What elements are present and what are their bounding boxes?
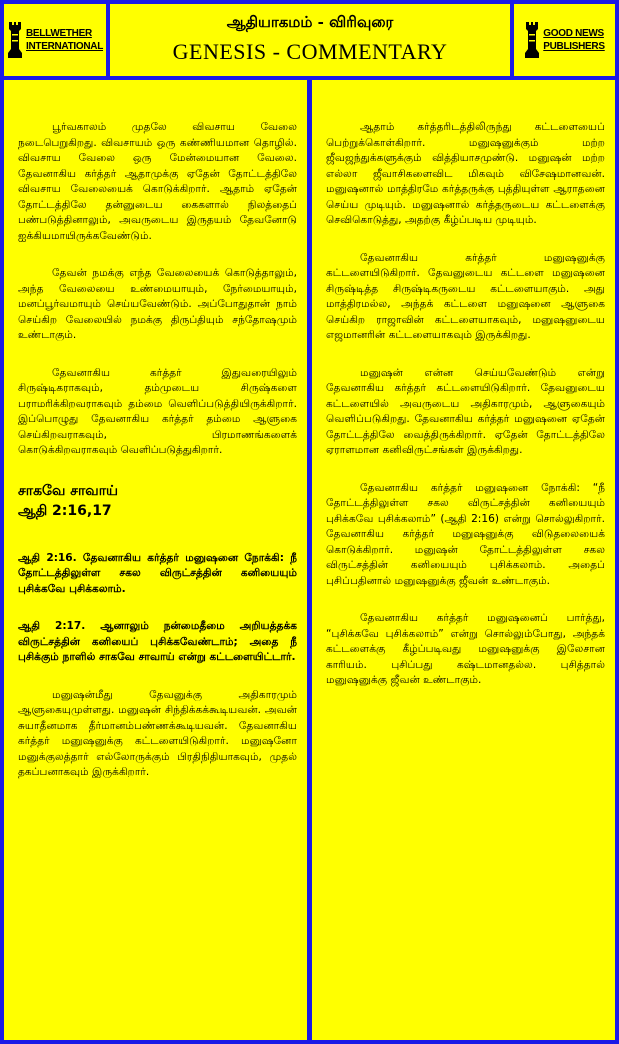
title-tamil: ஆதியாகமம் - விரிவுரை <box>226 13 394 31</box>
chess-rook-icon <box>7 20 23 60</box>
right-column <box>312 80 615 1040</box>
verse-text: ஆதி 2:16. தேவனாகிய கர்த்தர் மனுஷனை நோக்கி: நீ தோட்டத்திலுள்ள சகல விருட்சத்தின் கனியையும் புசிக்கவே புசிக்கலாம். <box>18 551 297 595</box>
paragraph: மனுஷன் என்ன செய்யவேண்டும் என்று தேவனாகிய கர்த்தர் கட்டளையிடுகிறார். தேவனுடைய கட்டளையில் அவருடைய அதிகாரமும், ஆளுகையும் வெளிப்படுகிறது. தேவனாகிய கர்த்தர் மனுஷனை ஏதேன் தோட்டத்திலே வைத்திருக்கிறார். ஏதேன் தோட்டத்திலே ஏராளமான கனிவிருட்சங்கள் இருக்கிறது. <box>326 366 605 456</box>
logo-right-line2: PUBLISHERS <box>543 41 605 52</box>
title-panel <box>110 4 510 76</box>
paragraph: தேவனாகிய கர்த்தர் மனுஷனைப் பார்த்து, “புசிக்கவே புசிக்கலாம்” என்று சொல்லும்போது, அந்தக் கட்டளைக்கு கீழ்ப்படிவது மனுஷனுக்கு இலேசான காரியம். புசிப்பது கஷ்டமானதல்ல. புசித்தால் மனுஷனுக்கு ஜீவன் உண்டாகும். <box>326 612 605 686</box>
logo-left-line2: INTERNATIONAL <box>25 41 104 52</box>
paragraph: ஆதாம் கர்த்தரிடத்திலிருந்து கட்டளையைப் பெற்றுக்கொள்கிறார். மனுஷனுக்கும் மற்ற ஜீவஜந்துக்களுக்கும் வித்தியாசமுண்டு. மனுஷன் மற்ற எல்லா ஜீவாசிகளைவிட மிகவும் விசேஷமானவன். மனுஷனால் மாத்திரமே கர்த்தருக்கு புத்தியுள்ள ஆராதனை செய்ய முடியும். மனுஷனால் கர்த்தருடைய கட்டளைக்கு செவிகொடுத்து, அதற்கு கீழ்ப்படிய முடியும். <box>326 121 605 226</box>
good-news-publishers-logo <box>514 4 615 76</box>
verse-heading-reference: ஆதி 2:16,17 <box>18 502 112 519</box>
title-english: GENESIS - COMMENTARY <box>172 39 448 64</box>
bellwether-logo <box>4 4 106 76</box>
paragraph: தேவன் நமக்கு எந்த வேலையைக் கொடுத்தாலும், அந்த வேலையை உண்மையாயும், நேர்மையாயும், மனப்பூர்வமாயும் செய்யவேண்டும். அப்போதுதான் நாம் செய்கிற வேலையில் நமக்கு திருப்தியும் சந்தோஷமும் உண்டாகும். <box>18 267 297 341</box>
paragraph: தேவனாகிய கர்த்தர் மனுஷனுக்கு கட்டளையிடுகிறார். தேவனுடைய கட்டளை மனுஷனை சிருஷ்டித்த சிருஷ்டிகருடைய கட்டளையாகும். அது மாத்திரமல்ல, அந்தக் கட்டளை மனுஷனை ஆளுகை செய்கிற ராஜாவின் கட்டளையாகவும், மனுஷனுடைய எஜமானரின் கட்டளையாகவும் இருக்கிறது. <box>326 251 605 341</box>
verse-heading <box>18 481 297 521</box>
left-column <box>4 80 307 1040</box>
paragraph: தேவனாகிய கர்த்தர் மனுஷனை நோக்கி: “நீ தோட்டத்திலுள்ள சகல விருட்சத்தின் கனியையும் புசிக்கவே புசிக்கலாம்” (ஆதி 2:16) என்று சொல்லுகிறார். தேவனாகிய கர்த்தர் மனுஷனுக்கு விடுதலையைக் கொடுக்கிறார். மனுஷன் தோட்டத்திலுள்ள சகல விருட்சத்தின் கனியையும் புசிக்கலாம். அதைப் புசிப்பதினால் மனுஷனுக்கு ஜீவன் உண்டாகும். <box>326 481 605 587</box>
verse-heading-title: சாகவே சாவாய் <box>18 482 119 499</box>
paragraph: பூர்வகாலம் முதலே விவசாய வேலை நடைபெறுகிறது. விவசாயம் ஒரு கண்ணியமான தொழில். விவசாய வேலை ஒரு மேன்மையான வேலை. தேவனாகிய கர்த்தர் ஆதாமுக்கு ஏதேன் தோட்டத்திலே விவசாய வேலையைக் கொடுக்கிறார். ஆதாம் ஏதேன் தோட்டத்திலே தன்னுடைய கைகளால் நிலத்தைப் பண்படுத்தினாலும், அவருடைய இருதயம் தேவனோடு ஐக்கியமாயிருக்கவேண்டும். <box>18 121 297 242</box>
chess-rook-icon <box>524 20 540 60</box>
verse-text: ஆதி 2:17. ஆனாலும் நன்மைதீமை அறியத்தக்க விருட்சத்தின் கனியைப் புசிக்கவேண்டாம்; அதை நீ புசிக்கும் நாளில் சாகவே சாவாய் என்று கட்டளையிட்டார். <box>18 620 297 663</box>
paragraph: மனுஷன்மீது தேவனுக்கு அதிகாரமும் ஆளுகையுமுள்ளது. மனுஷன் சிந்திக்கக்கூடியவன். அவன் சுயாதீனமாக தீர்மானம்பண்ணக்கூடியவன். தேவனாகிய கர்த்தர் மனுஷனுக்கு கட்டளையிடுகிறார். மனுஷனோ மனுக்குலத்தார் எல்லோருக்கும் பிரதிநிதியாகவும், முதல் தகப்பனாகவும் இருக்கிறார். <box>18 688 297 778</box>
logo-right-line1: GOOD NEWS <box>543 28 604 39</box>
logo-left-line1: BELLWETHER <box>25 28 92 39</box>
paragraph: தேவனாகிய கர்த்தர் இதுவரையிலும் சிருஷ்டிகராகவும், தம்முடைய சிருஷ்களை பராமரிக்கிறவராகவும் தம்மை வெளிப்படுத்தியிருக்கிறார். இப்பொழுது தேவனாகிய கர்த்தர் தம்மை ஆளுகை செய்கிறவராகவும், பிரமாணங்களைக் கொடுக்கிறவராகவும் வெளிப்படுத்துகிறார். <box>18 366 297 456</box>
